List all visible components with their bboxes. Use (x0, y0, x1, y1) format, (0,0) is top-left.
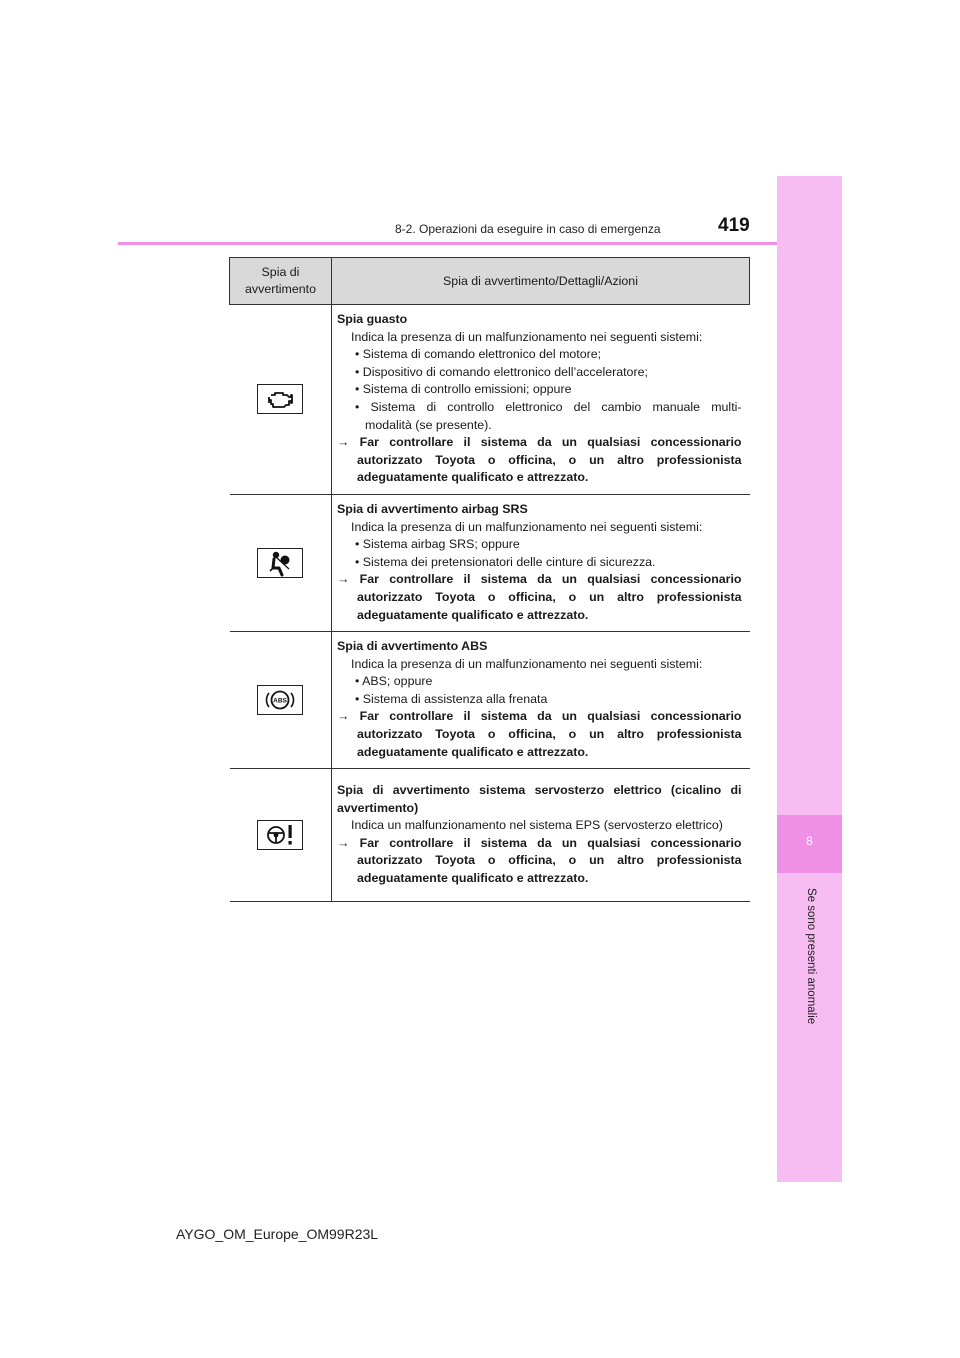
row-intro: Indica la presenza di un malfunzionamento nei seguenti sistemi: (351, 329, 703, 344)
row-intro: Indica la presenza di un malfunzionamento nei seguenti sistemi: (351, 656, 703, 671)
chapter-number: 8 (806, 834, 813, 848)
bullet-item: • Sistema dei pretensionatori delle cinture di sicurezza. (355, 554, 656, 569)
header-divider (118, 242, 777, 245)
bullet-item: • Sistema di controllo elettronico del cambio manuale multi- (355, 399, 742, 414)
warning-lights-table (229, 257, 750, 902)
table-row (230, 632, 750, 769)
row-action: → Far controllare il sistema da un qualsiasi concessionario autorizzato Toyota o officina, o un altro professionista adeguatamente qualificato e attrezzato. (337, 835, 742, 885)
bullet-item: • Sistema airbag SRS; oppure (355, 537, 520, 552)
bullet-item: • Sistema di assistenza alla frenata (355, 691, 548, 706)
table-row (230, 305, 750, 495)
row-title: Spia di avvertimento airbag SRS (337, 501, 528, 516)
page-number: 419 (718, 215, 750, 236)
row-title: Spia di avvertimento sistema servosterzo elettrico (cicalino di avvertimento) (337, 782, 742, 815)
abs-icon (257, 685, 303, 715)
col-header-light: Spia di avvertimento (230, 258, 332, 305)
table-row (230, 769, 750, 902)
bullet-item: • ABS; oppure (355, 674, 433, 689)
row-intro: Indica un malfunzionamento nel sistema EPS (servosterzo elettrico) (351, 818, 723, 833)
svg-text:ABS: ABS (273, 697, 288, 705)
document-id: AYGO_OM_Europe_OM99R23L (176, 1226, 379, 1242)
col-header-details: Spia di avvertimento/Dettagli/Azioni (332, 258, 750, 305)
bullet-item: • Dispositivo di comando elettronico dell’acceleratore; (355, 364, 648, 379)
row-action: → Far controllare il sistema da un qualsiasi concessionario autorizzato Toyota o officina, o un altro professionista adeguatamente qualificato e attrezzato. (337, 709, 742, 759)
bullet-item: • Sistema di comando elettronico del motore; (355, 347, 602, 362)
row-action: → Far controllare il sistema da un qualsiasi concessionario autorizzato Toyota o officina, o un altro professionista adeguatamente qualificato e attrezzato. (337, 572, 742, 622)
bullet-item: • Sistema di controllo emissioni; oppure (355, 382, 572, 397)
row-title: Spia di avvertimento ABS (337, 639, 488, 654)
row-intro: Indica la presenza di un malfunzionamento nei seguenti sistemi: (351, 519, 703, 534)
row-title: Spia guasto (337, 312, 408, 326)
eps-steering-icon (257, 820, 303, 850)
chapter-side-tab (777, 176, 842, 1182)
engine-check-icon (257, 384, 303, 414)
table-header-row (230, 258, 750, 305)
row-action: → Far controllare il sistema da un qualsiasi concessionario autorizzato Toyota o officina, o un altro professionista adeguatamente qualificato e attrezzato. (337, 435, 742, 485)
table-row (230, 494, 750, 631)
airbag-icon (257, 548, 303, 578)
chapter-title: Se sono presenti anomalie (805, 888, 817, 1025)
bullet-item-continued: modalità (se presente). (365, 417, 492, 432)
section-title: 8-2. Operazioni da eseguire in caso di emergenza (395, 222, 661, 236)
